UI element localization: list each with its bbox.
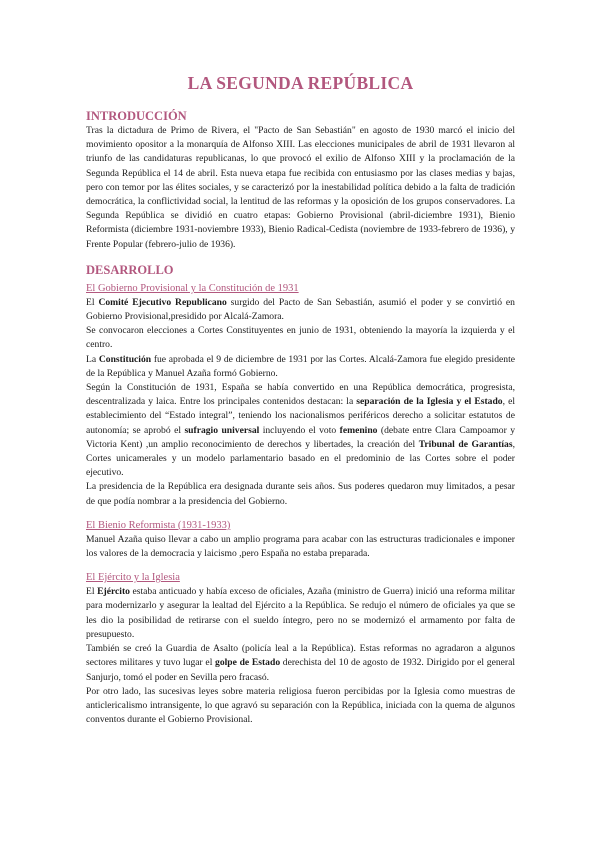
- paragraph-contenidos: Según la Constitución de 1931, España se había convertido en una República democrática, progresista, descentralizada y laica. Entre los principales contenidos destacan: la separación de la Iglesia y el Estado, el establecimiento del “Estado integral”, teniendo los nacionalismos periféricos derecho a solicitar estatutos de autonomía; se aprobó el sufragio universal incluyendo el voto femenino (debate entre Clara Campoamor y Victoria Kent) ,un amplio reconocimiento de derechos y libertades, la creación del Tribunal de Garantías, Cortes unicamerales y un modelo parlamentario basado en el predominio de las Cortes sobre el poder ejecutivo.: [86, 382, 516, 479]
- paragraph-elecciones: Se convocaron elecciones a Cortes Constituyentes en junio de 1931, obteniendo la mayoría la izquierda y el centro.: [86, 325, 515, 351]
- development-heading: DESARROLLO: [86, 262, 174, 277]
- section-title-bienio-reformista: El Bienio Reformista (1931-1933): [86, 519, 231, 531]
- intro-heading: INTRODUCCIÓN: [86, 109, 187, 123]
- page-title: LA SEGUNDA REPÚBLICA: [187, 73, 414, 93]
- intro-paragraph: Tras la dictadura de Primo de Rivera, el "Pacto de San Sebastián" en agosto de 1930 marcó el inicio del movimiento opositor a la monarquía de Alfonso XIII. Las elecciones municipales de abril de 1931 llevaron al triunfo de las candidaturas republicanas, lo que provocó el exilio de Alfonso XIII y la proclamación de la Segunda República el 14 de abril. Esta nueva etapa fue recibida con entusiasmo por las clases medias y bajas, pero con temor por las élites sociales, y se caracterizó por la inestabilidad política debido a la falta de tradición democrática, la conflictividad social, la lentitud de las reformas y la oposición de los grupos conservadores. La Segunda República se dividió en cuatro etapas: Gobierno Provisional (abril-diciembre 1931), Bienio Reformista (diciembre 1931-noviembre 1933), Bienio Radical-Cedista (noviembre de 1933-febrero de 1936), y Frente Popular (febrero-julio de 1936).: [86, 125, 515, 250]
- paragraph-presidencia: La presidencia de la República era designada durante seis años. Sus poderes quedaron muy limitados, a pesar de que podía nombrar a la presidencia del Gobierno.: [86, 481, 515, 507]
- paragraph-guardia-asalto: También se creó la Guardia de Asalto (policía leal a la República). Estas reformas no agradaron a algunos sectores militares y tuvo lugar el golpe de Estado derechista del 10 de agosto de 1932. Dirigido por el general Sanjurjo, tomó el poder en Sevilla pero fracasó.: [86, 643, 515, 683]
- paragraph-constitucion: La Constitución fue aprobada el 9 de diciembre de 1931 por las Cortes. Alcalá-Zamora fue elegido presidente de la República y Manuel Azaña formó Gobierno.: [86, 353, 515, 379]
- paragraph-iglesia: Por otro lado, las sucesivas leyes sobre materia religiosa fueron percibidas por la Iglesia como muestras de anticlericalismo intransigente, lo que agravó su separación con la República, iniciada con la quema de algunos conventos durante el Gobierno Provisional.: [86, 685, 515, 726]
- section-title-gobierno-provisional: El Gobierno Provisional y la Constitución de 1931: [86, 282, 299, 294]
- paragraph-azana: Manuel Azaña quiso llevar a cabo un amplio programa para acabar con las estructuras tradicionales e imponer los valores de la democracia y laicismo ,pero España no estaba preparada.: [86, 533, 515, 560]
- paragraph-comite: El Comité Ejecutivo Republicano surgido del Pacto de San Sebastián, asumió el poder y se convirtió en Gobierno Provisional,presidido por Alcalá-Zamora.: [86, 296, 515, 323]
- section-title-ejercito-iglesia: El Ejército y la Iglesia: [86, 572, 180, 584]
- paragraph-ejercito: El Ejército estaba anticuado y había exceso de oficiales, Azaña (ministro de Guerra) inició una reforma militar para modernizarlo y asegurar la lealtad del Ejército a la República. Se redujo el número de oficiales ya que se les dio la posibilidad de retirarse con el sueldo íntegro, pero no se modernizó el armamento por falta de presupuesto.: [86, 586, 515, 640]
